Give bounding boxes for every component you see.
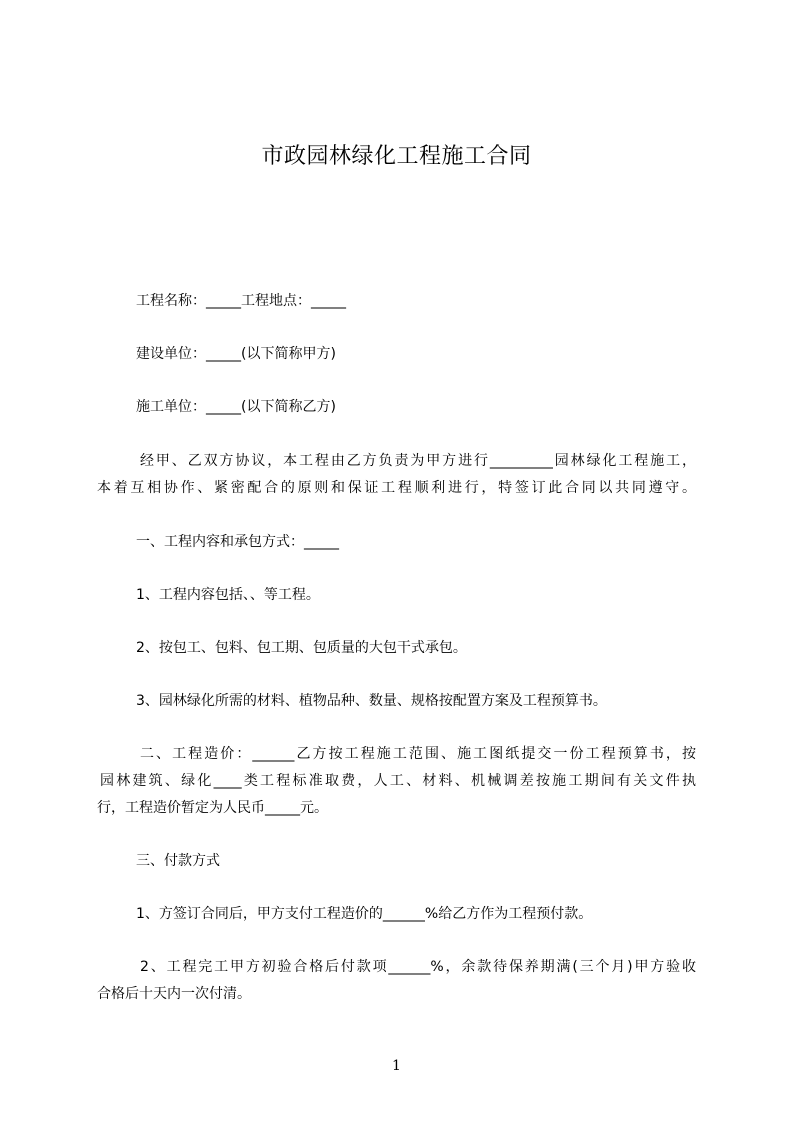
section-1-item-1: 1、工程内容包括、、等工程。 <box>136 587 320 603</box>
project-name-location-line: 工程名称：_____工程地点：_____ <box>136 293 346 309</box>
section-2-line-3: 行，工程造价暂定为人民币_____元。 <box>97 800 328 816</box>
section-3-item-2-line-1: 2、工程完工甲方初验合格后付款项______%，余款待保养期满(三个月)甲方验收 <box>140 959 696 975</box>
section-3-item-2-line-2: 合格后十天内一次付清。 <box>97 986 251 1002</box>
agreement-intro-line-1: 经甲、乙双方协议，本工程由乙方负责为甲方进行_________园林绿化工程施工， <box>140 453 696 469</box>
section-1-heading: 一、工程内容和承包方式：_____ <box>136 534 339 550</box>
contractor-unit-line: 施工单位：_____(以下简称乙方) <box>136 399 336 415</box>
agreement-intro-line-2: 本着互相协作、紧密配合的原则和保证工程顺利进行，特签订此合同以共同遵守。 <box>97 480 696 496</box>
section-2-line-2: 园林建筑、绿化____类工程标准取费，人工、材料、机械调差按施工期间有关文件执 <box>100 773 696 789</box>
section-3-heading: 三、付款方式 <box>136 853 220 869</box>
section-3-item-1: 1、方签订合同后，甲方支付工程造价的______%给乙方作为工程预付款。 <box>136 906 593 922</box>
document-title: 市政园林绿化工程施工合同 <box>261 144 532 169</box>
section-1-item-2: 2、按包工、包料、包工期、包质量的大包干式承包。 <box>136 640 467 656</box>
client-unit-line: 建设单位：_____(以下简称甲方) <box>136 346 336 362</box>
page-number: 1 <box>392 1058 401 1074</box>
section-2-line-1: 二、工程造价：______乙方按工程施工范围、施工图纸提交一份工程预算书，按 <box>140 746 696 762</box>
section-1-item-3: 3、园林绿化所需的材料、植物品种、数量、规格按配置方案及工程预算书。 <box>136 693 607 709</box>
